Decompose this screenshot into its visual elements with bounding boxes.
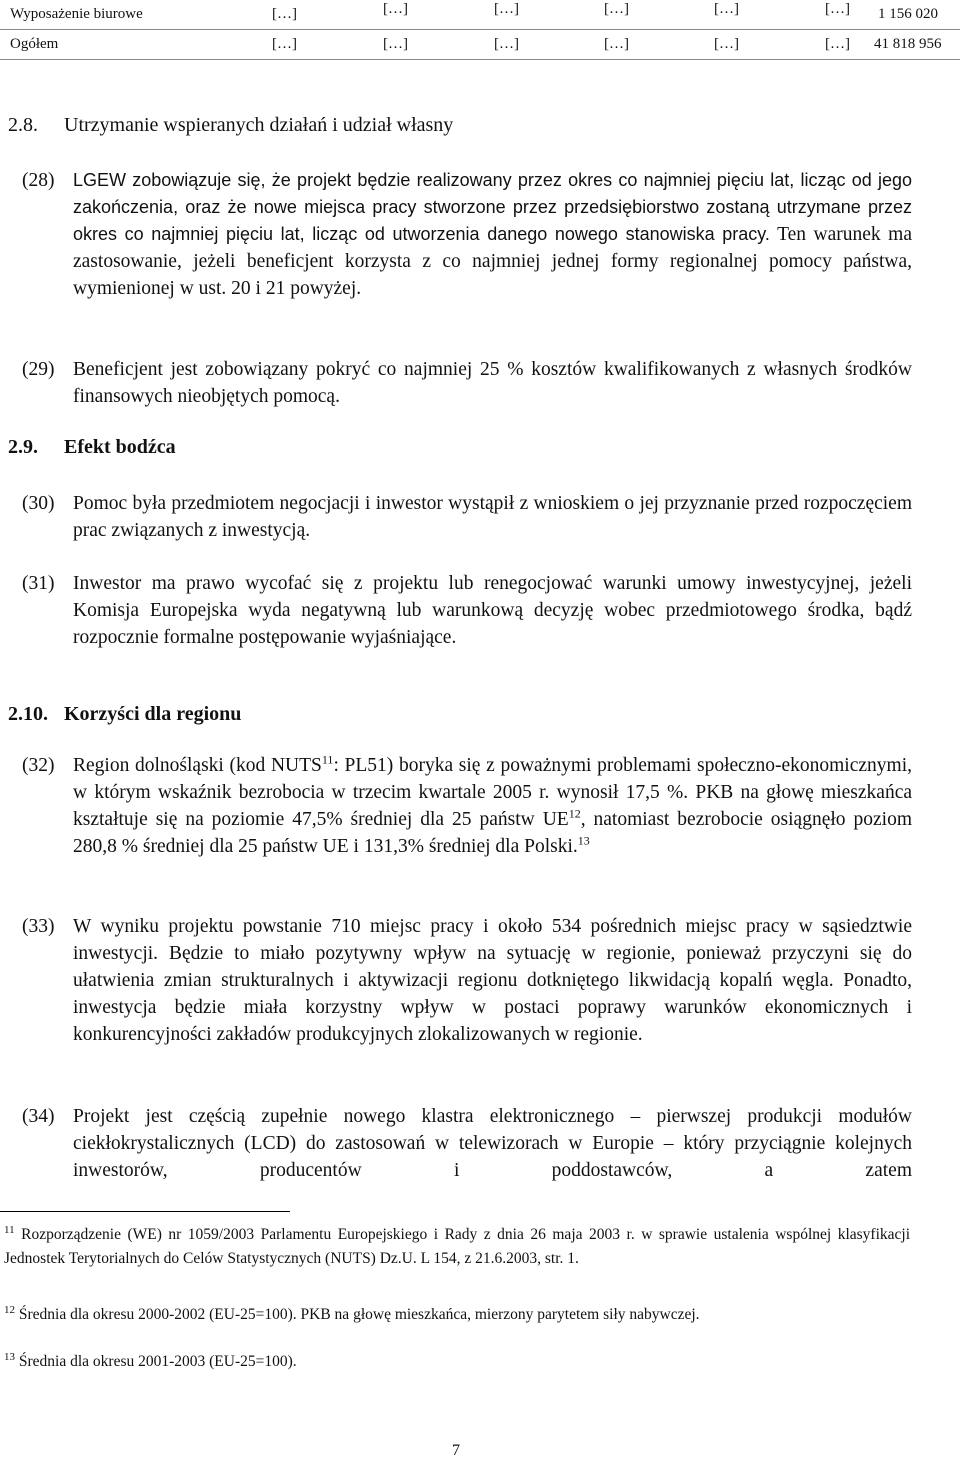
row-total: 1 156 020 — [878, 6, 938, 22]
footnote-ref-12[interactable]: 12 — [568, 806, 581, 821]
paragraph-number: (28) — [22, 170, 55, 191]
table-cell: […] — [383, 36, 408, 52]
row-total: 41 818 956 — [874, 36, 942, 52]
footnote-separator — [0, 1211, 290, 1212]
table-cell: […] — [714, 36, 739, 52]
paragraph-text-part: , natomiast bezrobocie osiągnęło poziom 280,8 % średniej dla 25 państw UE i 131,3% średniej dla Polski. — [73, 809, 912, 857]
paragraph-text: W wyniku projektu powstanie 710 miejsc pracy i około 534 pośrednich miejsc pracy w sąsiedztwie inwestycji. Będzie to miało pozytywny wpływ na sytuację w regionie, ponieważ przyczyni się do ułatwienia zmian strukturalnych i aktywizacji regionu dotkniętego likwidacją kopalń węgla. Ponadto, inwestycja będzie miała korzystny wpływ w postaci poprawy warunków ekonomicznych i konkurencyjności zakładów produkcyjnych zlokalizowanych w regionie. — [73, 916, 912, 1045]
footnote-text: Średnia dla okresu 2001-2003 (EU-25=100). — [18, 1353, 297, 1370]
paragraph-text: Beneficjent jest zobowiązany pokryć co najmniej 25 % kosztów kwalifikowanych z własnych środków finansowych nieobjętych pomocą. — [73, 359, 912, 407]
section-title: Korzyści dla regionu — [64, 703, 242, 725]
table-row — [0, 0, 960, 30]
footnote-ref-11[interactable]: 11 — [321, 752, 334, 767]
section-title: Efekt bodźca — [64, 436, 176, 458]
footnote-mark: 11 — [4, 1223, 15, 1236]
paragraph-number: (34) — [22, 1106, 55, 1127]
footnote-text: Średnia dla okresu 2000-2002 (EU-25=100). PKB na głowę mieszkańca, mierzony parytetem siły nabywczej. — [18, 1306, 700, 1323]
paragraph-number: (33) — [22, 916, 55, 937]
section-heading-2-8 — [8, 114, 453, 137]
row-divider — [0, 59, 960, 60]
paragraph-text: Projekt jest częścią zupełnie nowego klastra elektronicznego – pierwszej produkcji modułów ciekłokrystalicznych (LCD) do zastosowań w telewizorach w Europie – który przyciągnie kolejnych inwestorów, producentów i poddostawców, a zatem — [73, 1106, 912, 1181]
paragraph-number: (31) — [22, 573, 55, 594]
row-label: Ogółem — [10, 36, 59, 52]
paragraph-34 — [22, 1103, 912, 1184]
paragraph-text: Inwestor ma prawo wycofać się z projektu lub renegocjować warunki umowy inwestycyjnej, jeżeli Komisja Europejska wyda negatywną lub warunkową decyzję wobec przedmiotowego środka, bądź rozpocznie formalne postępowanie wyjaśniające. — [73, 573, 912, 648]
paragraph-text-part: LGEW zobowiązuje się, że projekt będzie realizowany przez okres co najmniej pięciu lat, licząc od jego zakończenia, oraz że nowe miejsca pracy stworzone przez przedsiębiorstwo zostaną utrzymane przez okres co najmniej pięciu lat, licząc od utworzenia danego nowego stanowiska pracy. — [73, 170, 912, 244]
table-cell: […] — [272, 36, 297, 52]
paragraph-31 — [22, 570, 912, 651]
table-cell: […] — [604, 1, 629, 17]
paragraph-29 — [22, 356, 912, 410]
table-cell: […] — [825, 1, 850, 17]
paragraph-text — [73, 752, 912, 860]
footnote-mark: 13 — [4, 1350, 15, 1363]
page-number: 7 — [452, 1442, 460, 1459]
footnote-13 — [4, 1350, 910, 1374]
footnote-11 — [4, 1223, 910, 1271]
table-cell: […] — [825, 36, 850, 52]
row-label: Wyposażenie biurowe — [10, 6, 143, 22]
section-heading-2-10 — [8, 703, 241, 726]
paragraph-32 — [22, 752, 912, 860]
table-cell: […] — [604, 36, 629, 52]
footnote-text: Rozporządzenie (WE) nr 1059/2003 Parlamentu Europejskiego i Rady z dnia 26 maja 2003 r. w sprawie ustalenia wspólnej klasyfikacji Jednostek Terytorialnych do Celów Statystycznych (NUTS) Dz.U. L 154, z 21.6.2003, str. 1. — [4, 1226, 910, 1267]
footnote-mark: 12 — [4, 1303, 15, 1316]
paragraph-text-part: Region dolnośląski (kod NUTS — [73, 755, 322, 776]
paragraph-number: (29) — [22, 359, 55, 380]
section-number: 2.9. — [8, 436, 38, 458]
paragraph-text-part: Ten warunek ma zastosowanie, jeżeli beneficjent korzysta z co najmniej jednej formy regionalnej pomocy państwa, wymienionej w ust. 20 i 21 powyżej. — [73, 224, 912, 299]
footnote-12 — [4, 1303, 910, 1327]
table-row — [0, 30, 960, 60]
paragraph-33 — [22, 913, 912, 1048]
table-cell: […] — [494, 1, 519, 17]
paragraph-text: Pomoc była przedmiotem negocjacji i inwestor wystąpił z wnioskiem o jej przyznanie przed rozpoczęciem prac związanych z inwestycją. — [73, 493, 912, 541]
paragraph-number: (30) — [22, 493, 55, 514]
table-cell: […] — [714, 1, 739, 17]
footnote-ref-13[interactable]: 13 — [577, 833, 590, 848]
table-cell: […] — [272, 6, 297, 22]
table-cell: […] — [383, 1, 408, 17]
paragraph-number: (32) — [22, 755, 55, 776]
section-number: 2.10. — [8, 703, 48, 725]
paragraph-text-part: : PL51) boryka się z poważnymi problemami społeczno-ekonomicznymi, w którym wskaźnik bezrobocia w trzecim kwartale 2005 r. wynosił 17,5 %. PKB na głowę mieszkańca kształtuje się na poziomie 47,5% średniej dla 25 państw UE — [73, 755, 912, 830]
paragraph-30 — [22, 490, 912, 544]
paragraph-28 — [22, 167, 912, 302]
section-title: Utrzymanie wspieranych działań i udział własny — [64, 114, 454, 136]
section-number: 2.8. — [8, 114, 38, 136]
paragraph-text — [73, 170, 912, 299]
section-heading-2-9 — [8, 436, 176, 459]
table-cell: […] — [494, 36, 519, 52]
